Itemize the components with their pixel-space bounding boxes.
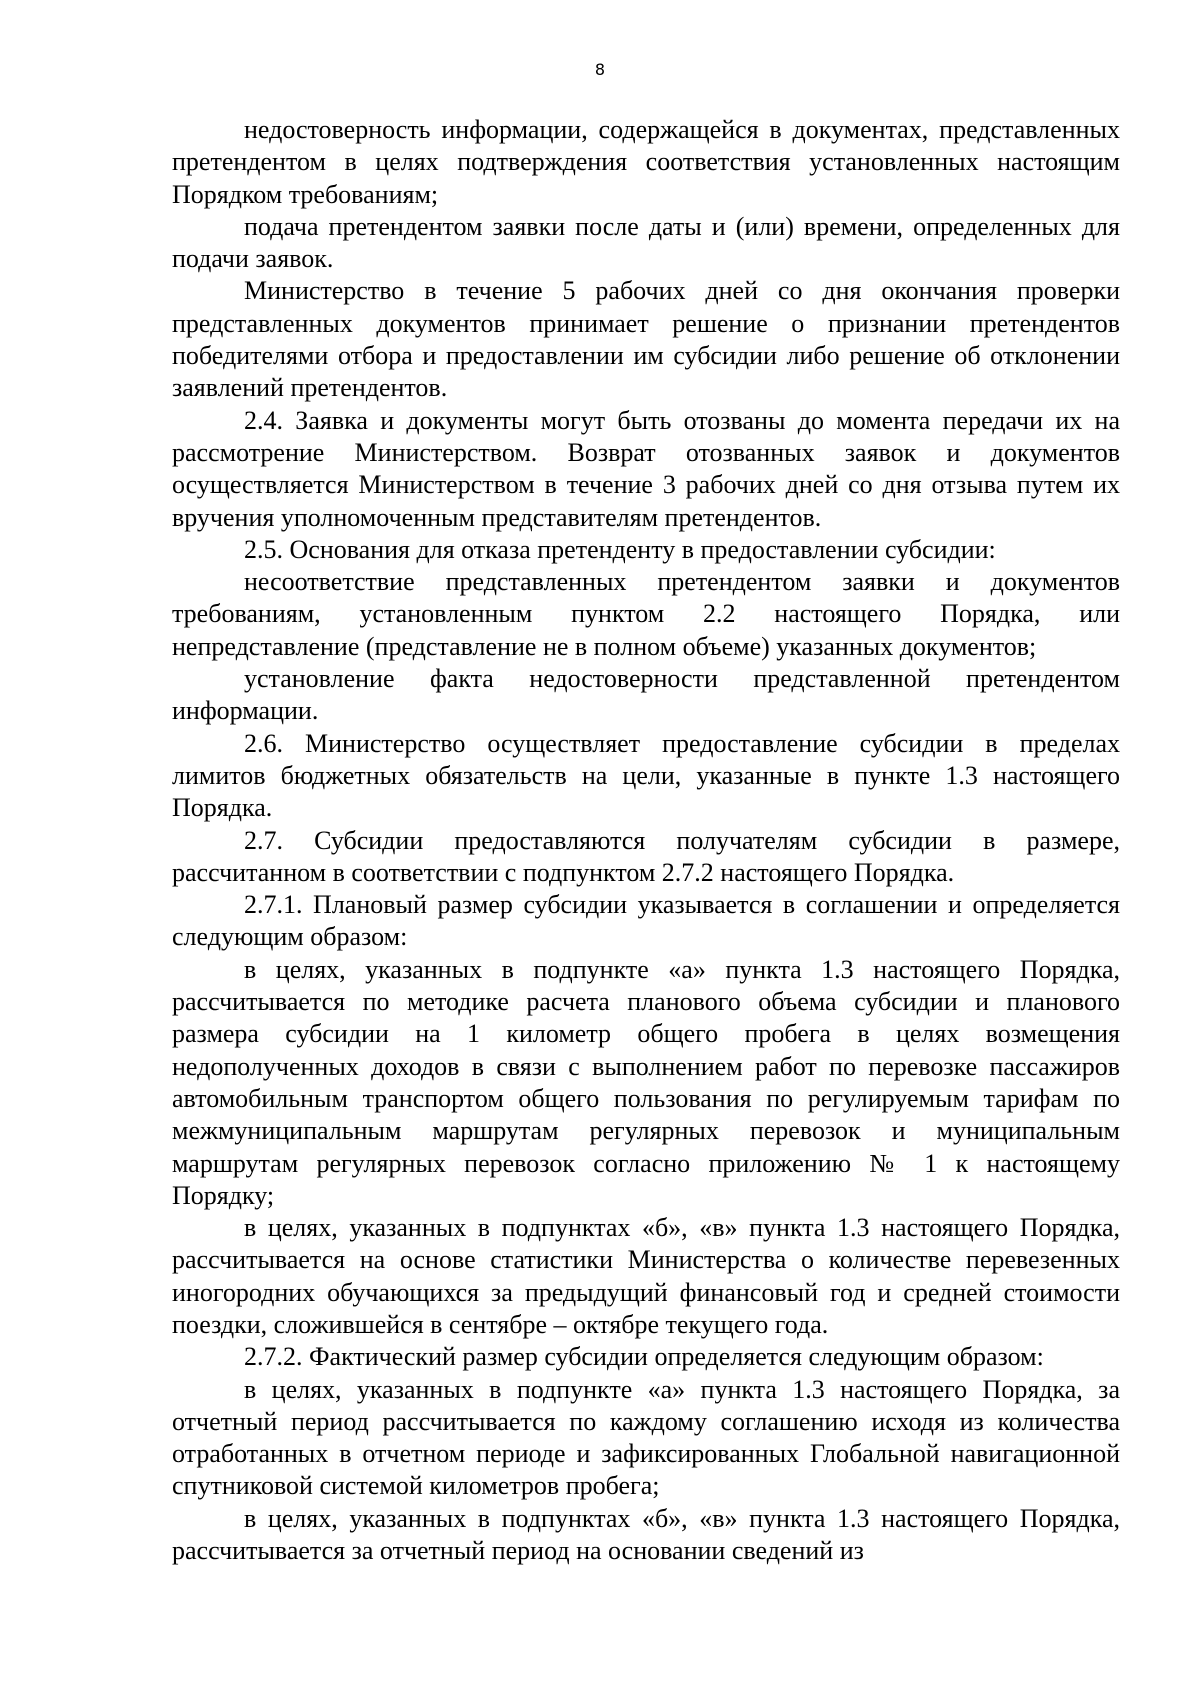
paragraph: 2.7. Субсидии предоставляются получателям субсидии в размере, рассчитанном в соответствии с подпунктом 2.7.2 настоящего Порядка.	[172, 825, 1120, 887]
paragraph: подача претендентом заявки после даты и (или) времени, определенных для подачи заявок.	[172, 211, 1120, 274]
paragraph: в целях, указанных в подпункте «а» пункта 1.3 настоящего Порядка, рассчитывается по методике расчета планового объема субсидии и планового размера субсидии на 1 километр общего пробега в целях возмещения недополученных доходов в связи с выполнением работ по перевозке пассажиров автомобильным транспортом общего пользования по регулируемым тарифам по межмуниципальным маршрутам регулярных перевозок и муниципальным маршрутам регулярных перевозок согласно приложению № 1 к настоящему Порядку;	[172, 954, 1120, 1210]
paragraph: несоответствие представленных претендентом заявки и документов требованиям, установленным пунктом 2.2 настоящего Порядка, или непредставление (представление не в полном объеме) указанных документов;	[172, 567, 1120, 661]
paragraph: 2.5. Основания для отказа претенденту в предоставлении субсидии:	[244, 534, 996, 564]
paragraph: 2.4. Заявка и документы могут быть отозваны до момента передачи их на рассмотрение Министерством. Возврат отозванных заявок и документов осуществляется Министерством в течение 3 рабочих дней со дня отзыва путем их вручения уполномоченным представителям претендентов.	[172, 405, 1120, 532]
paragraph: 2.6. Министерство осуществляет предоставление субсидии в пределах лимитов бюджетных обязательств на цели, указанные в пункте 1.3 настоящего Порядка.	[172, 728, 1120, 823]
page-number: 8	[594, 60, 606, 79]
paragraph: установление факта недостоверности представленной претендентом информации.	[172, 664, 1120, 726]
paragraph: в целях, указанных в подпунктах «б», «в» пункта 1.3 настоящего Порядка, рассчитывается на основе статистики Министерства о количестве перевезенных иногородних обучающихся за предыдущий финансовый год и средней стоимости поездки, сложившейся в сентябре – октябре текущего года.	[172, 1213, 1120, 1339]
body-text	[172, 114, 1120, 1567]
paragraph: в целях, указанных в подпунктах «б», «в» пункта 1.3 настоящего Порядка, рассчитывается за отчетный период на основании сведений из	[172, 1503, 1120, 1566]
paragraph: недостоверность информации, содержащейся в документах, представленных претендентом в целях подтверждения соответствия установленных настоящим Порядком требованиям;	[172, 115, 1120, 209]
paragraph: 2.7.1. Плановый размер субсидии указывается в соглашении и определяется следующим образом:	[172, 890, 1120, 952]
paragraph: 2.7.2. Фактический размер субсидии определяется следующим образом:	[244, 1342, 1044, 1372]
paragraph: Министерство в течение 5 рабочих дней со дня окончания проверки представленных документов принимает решение о признании претендентов победителями отбора и предоставлении им субсидии либо решение об отклонении заявлений претендентов.	[172, 276, 1120, 403]
paragraph: в целях, указанных в подпункте «а» пункта 1.3 настоящего Порядка, за отчетный период рассчитывается по каждому соглашению исходя из количества отработанных в отчетном периоде и зафиксированных Глобальной навигационной спутниковой системой километров пробега;	[172, 1374, 1120, 1501]
